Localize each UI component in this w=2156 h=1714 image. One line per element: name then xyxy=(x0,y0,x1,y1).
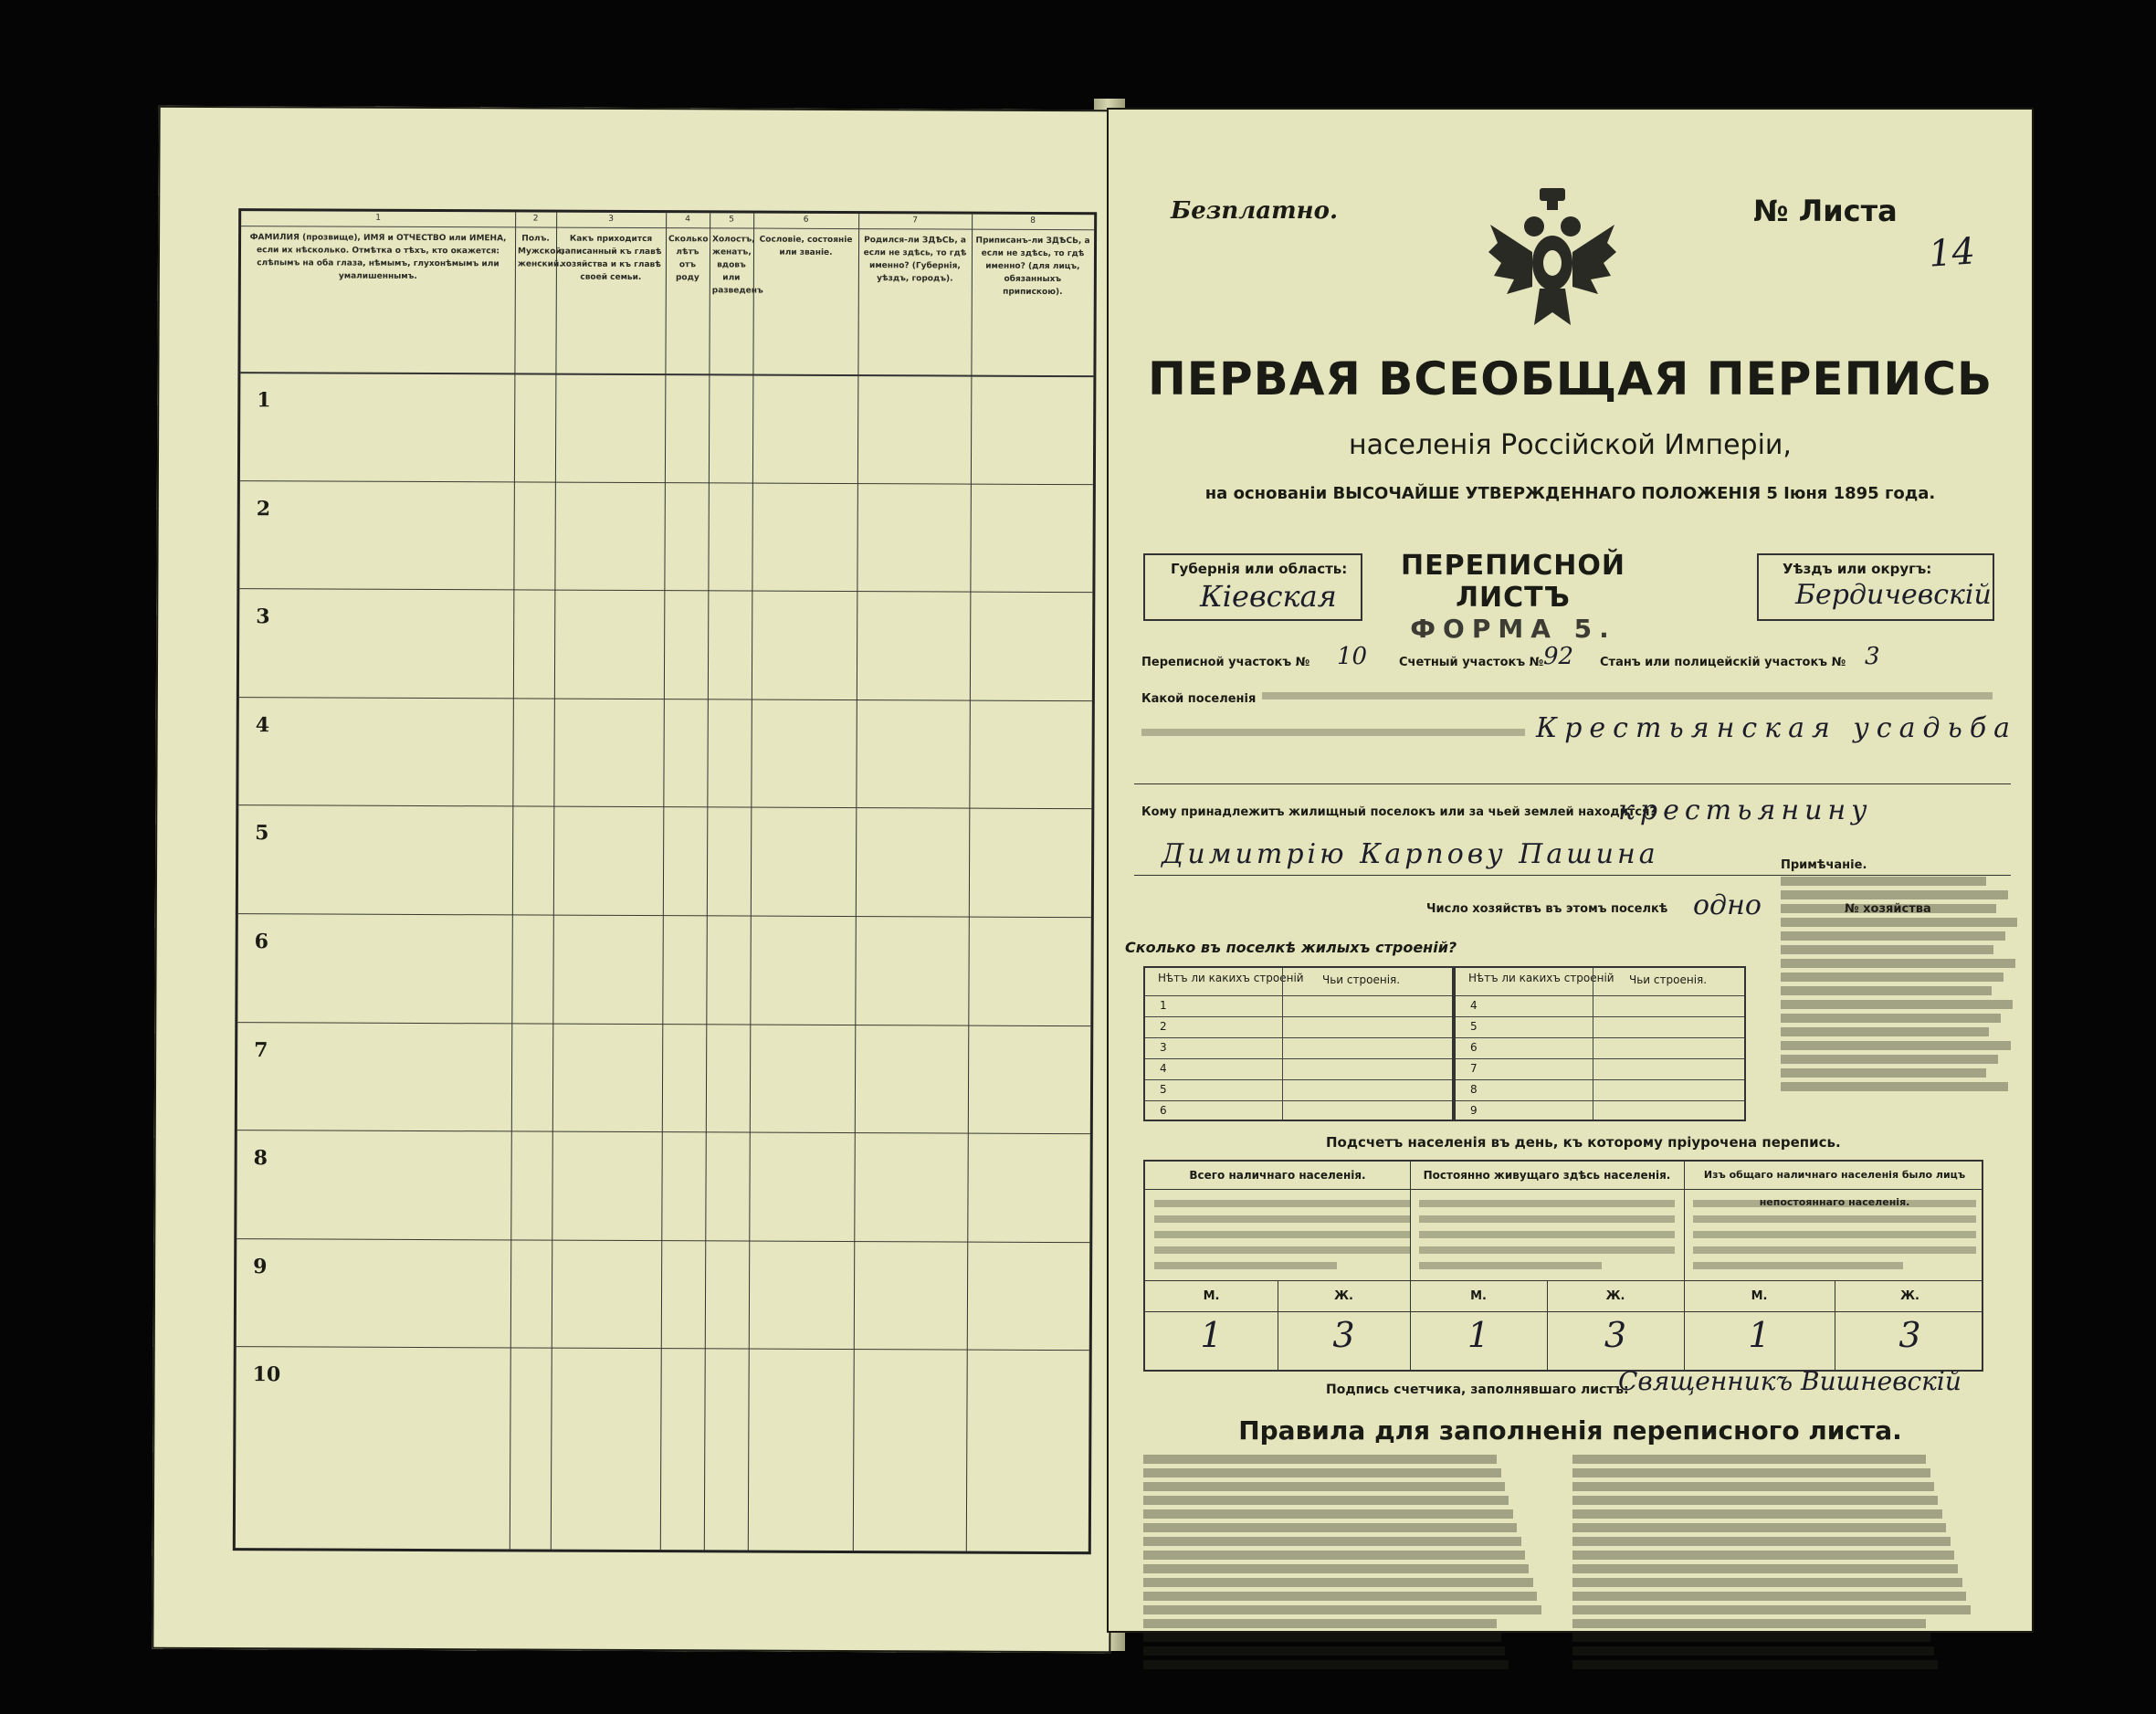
subtable-header: Чьи строенія. xyxy=(1322,973,1401,986)
population-summary-table xyxy=(1143,1160,1983,1372)
rules-fine-print xyxy=(1572,1455,1974,1669)
fine-print-line xyxy=(1572,1646,1934,1656)
fine-print-line xyxy=(1419,1231,1675,1238)
summary-value: 1 xyxy=(1467,1315,1490,1355)
fine-print-line xyxy=(1419,1215,1675,1223)
form-label: ФОРМА 5. xyxy=(1410,614,1616,644)
male-label: М. xyxy=(1470,1289,1487,1303)
fine-print-line xyxy=(1143,1482,1505,1491)
column-number: 2 xyxy=(515,212,556,227)
row-divider xyxy=(239,697,1092,701)
subtable-row-number: 9 xyxy=(1470,1104,1478,1117)
row-divider xyxy=(237,1130,1090,1134)
column-number: 1 xyxy=(241,211,515,227)
summary-value: 3 xyxy=(1604,1315,1627,1355)
line-1-value-3: 3 xyxy=(1865,643,1880,670)
district-value: Бердичевскій xyxy=(1795,579,1992,611)
row-divider xyxy=(238,913,1091,918)
subtable-row-number: 4 xyxy=(1470,999,1478,1012)
fine-print-line xyxy=(1781,1055,1998,1064)
row-number: 1 xyxy=(257,388,271,413)
subtable-row-line xyxy=(1145,1037,1452,1038)
fine-print-line xyxy=(1781,904,1996,913)
column-header-text: Сколько лѣтъ отъ роду xyxy=(668,235,709,283)
document-title: ПЕРВАЯ ВСЕОБЩАЯ ПЕРЕПИСЬ xyxy=(1147,352,1993,405)
line-5-label: Сколько въ поселкѣ жилыхъ строеній? xyxy=(1125,939,1457,956)
fine-print-line xyxy=(1572,1660,1938,1669)
fine-print-line xyxy=(1143,1509,1513,1519)
signature-label: Подпись счетчика, заполнявшаго листъ: xyxy=(1326,1383,1629,1397)
subtable-row-number: 8 xyxy=(1470,1083,1478,1096)
column-header-5 xyxy=(709,213,763,373)
signature-value: Священникъ Вишневскій xyxy=(1618,1366,1961,1396)
rules-title: Правила для заполненія переписного листа. xyxy=(1238,1415,1902,1446)
fine-print-line xyxy=(1572,1564,1958,1573)
list-heading xyxy=(1372,550,1655,644)
column-header-text: Полъ. Мужской, женский. xyxy=(517,234,565,269)
fine-print-line xyxy=(1154,1231,1410,1238)
fine-print-line xyxy=(1572,1605,1971,1614)
fine-print-line xyxy=(1693,1262,1903,1269)
divider xyxy=(1145,1280,1982,1281)
column-number: 8 xyxy=(972,215,1094,231)
line-4-label: Число хозяйствъ въ этомъ поселкѣ xyxy=(1426,902,1668,916)
male-label: М. xyxy=(1203,1289,1220,1303)
column-header-2 xyxy=(514,212,565,373)
column-number: 7 xyxy=(858,214,972,229)
owner-handwritten-2: Димитрію Карпову Пашина xyxy=(1162,838,1659,870)
fine-print-line xyxy=(1693,1215,1976,1223)
subtable-row-number: 1 xyxy=(1160,999,1167,1012)
fine-print-line xyxy=(1781,918,2017,927)
summary-value: 1 xyxy=(1748,1315,1771,1355)
sheet-number-label: № Листа xyxy=(1753,194,1898,228)
fine-print-line xyxy=(1143,1564,1529,1573)
subtable-row-number: 5 xyxy=(1470,1020,1478,1033)
fine-print-line xyxy=(1143,1605,1541,1614)
fine-print-line xyxy=(1781,1082,2008,1091)
settlement-handwritten: Крестьянская усадьба xyxy=(1536,712,2018,744)
divider xyxy=(1145,1189,1982,1190)
district-label: Уѣздъ или округъ: xyxy=(1783,561,1932,577)
fine-print-line xyxy=(1572,1551,1954,1560)
fine-print-line xyxy=(1781,877,1986,886)
household-count-handwritten: одно xyxy=(1693,889,1762,921)
subtable-row-line xyxy=(1145,1100,1452,1101)
province-label: Губернія или область: xyxy=(1171,561,1348,577)
subtable-row-line xyxy=(1145,1016,1452,1017)
subtable-header: Нѣтъ ли какихъ строеній xyxy=(1468,972,1614,984)
column-header-6 xyxy=(752,214,858,375)
note-label: Примѣчаніе. xyxy=(1781,858,1867,872)
column-header-1 xyxy=(240,211,515,373)
fine-print-line xyxy=(1154,1246,1410,1254)
subtable-row-line xyxy=(1145,1058,1452,1059)
row-divider xyxy=(237,1022,1090,1026)
row-number: 2 xyxy=(256,496,271,521)
subtable-row-number: 6 xyxy=(1160,1104,1167,1117)
fine-print-line xyxy=(1154,1200,1410,1207)
rules-column-right xyxy=(1572,1450,1974,1678)
female-label: Ж. xyxy=(1334,1289,1353,1303)
summary-header-2: Постоянно живущаго здѣсь населенія. xyxy=(1423,1169,1671,1182)
row-number: 10 xyxy=(252,1362,281,1387)
fine-print-line xyxy=(1143,1660,1509,1669)
fine-print-line xyxy=(1572,1482,1934,1491)
row-divider xyxy=(237,1346,1089,1351)
fine-print-line xyxy=(1572,1633,1930,1642)
line-4-end: № хозяйства xyxy=(1845,902,1931,916)
fine-print-line xyxy=(1781,1000,2013,1009)
buildings-table-right xyxy=(1454,966,1746,1121)
fine-print-line xyxy=(1572,1455,1926,1464)
female-label: Ж. xyxy=(1900,1289,1919,1303)
subtable-row-line xyxy=(1145,1079,1452,1080)
column-header-text: Какъ приходится записанный къ главѣ хозяйства и къ главѣ своей семьи. xyxy=(560,234,662,282)
line-1-mid: Счетный участокъ № xyxy=(1399,656,1544,669)
column-header-text: Сословіе, состояніе или званіе. xyxy=(759,235,853,258)
subtable-row-line xyxy=(1456,1037,1744,1038)
summary-value: 3 xyxy=(1332,1315,1355,1355)
column-header-text: Холостъ, женатъ, вдовъ или разведенъ xyxy=(711,235,763,296)
fine-print-line xyxy=(1143,1578,1533,1587)
rules-column-left xyxy=(1143,1450,1545,1678)
row-divider xyxy=(237,1238,1089,1243)
divider xyxy=(1282,968,1283,1120)
rules-fine-print xyxy=(1143,1455,1545,1669)
subtable-row-line xyxy=(1456,995,1744,996)
subtable-header: Нѣтъ ли какихъ строеній xyxy=(1158,972,1304,984)
subtable-row-number: 5 xyxy=(1160,1083,1167,1096)
subtable-row-line xyxy=(1145,995,1452,996)
fine-print-line xyxy=(1781,973,2004,982)
summary-header-1: Всего наличнаго населенія. xyxy=(1189,1169,1366,1182)
fine-print-line xyxy=(1154,1215,1410,1223)
subtable-row-number: 4 xyxy=(1160,1062,1167,1075)
fine-print-line xyxy=(1143,1455,1497,1464)
fine-print-line xyxy=(1143,1468,1501,1477)
document-subtitle: населенія Россійской Имперіи, xyxy=(1349,429,1792,461)
fine-print-line xyxy=(1572,1619,1926,1628)
column-header-4 xyxy=(665,213,710,373)
line-2-label: Какой поселенія xyxy=(1141,692,1257,706)
fine-print-line xyxy=(1693,1231,1976,1238)
summary-value: 3 xyxy=(1898,1315,1921,1355)
row-divider xyxy=(239,588,1092,593)
fine-print-line xyxy=(1143,1619,1497,1628)
owner-handwritten-1: крестьянину xyxy=(1618,794,1873,826)
left-page xyxy=(152,106,1117,1654)
subtable-row-number: 2 xyxy=(1160,1020,1167,1033)
fine-print-line xyxy=(1419,1246,1675,1254)
fine-print-line xyxy=(1693,1200,1976,1207)
subtable-row-number: 6 xyxy=(1470,1041,1478,1054)
subtable-row-number: 7 xyxy=(1470,1062,1478,1075)
summary-title: Подсчетъ населенія въ день, къ которому пріурочена перепись. xyxy=(1326,1134,1841,1151)
sheet-number-handwritten: 14 xyxy=(1927,230,1977,276)
province-value: Кіевская xyxy=(1200,579,1337,614)
line-3-label: Кому принадлежитъ жилищный поселокъ или за чьей землей находится? xyxy=(1141,805,1656,819)
underline xyxy=(1134,783,2011,784)
fine-print-line xyxy=(1781,959,2015,968)
subtable-row-line xyxy=(1456,1100,1744,1101)
line-1-value-2: 92 xyxy=(1543,643,1574,670)
male-label: М. xyxy=(1751,1289,1768,1303)
fine-print-line xyxy=(1693,1246,1976,1254)
column-header-7 xyxy=(857,214,972,375)
fine-print-line xyxy=(1572,1468,1930,1477)
divider xyxy=(1145,1311,1982,1312)
column-number: 5 xyxy=(710,213,753,228)
row-number: 9 xyxy=(253,1254,268,1279)
fine-print-line xyxy=(1781,1041,2011,1050)
row-number: 5 xyxy=(255,821,269,846)
free-label: Безплатно. xyxy=(1171,197,1338,225)
column-number: 4 xyxy=(666,213,710,228)
summary-header-3: Изъ общаго наличнаго населенія было лицъ непостояннаго населенія. xyxy=(1703,1169,1966,1208)
summary-value: 1 xyxy=(1200,1315,1223,1355)
fine-print-line xyxy=(1572,1578,1962,1587)
fine-print-line xyxy=(1781,890,2008,899)
fine-print-line xyxy=(1143,1523,1517,1532)
column-number: 6 xyxy=(753,214,858,229)
column-header-text: ФАМИЛИЯ (прозвище), ИМЯ и ОТЧЕСТВО или ИМЕНА, если их нѣсколько. Отмѣтка о тѣхъ, кто окажется: слѣпымъ на оба глаза, нѣмымъ, глухонѣмымъ или умалишеннымъ. xyxy=(249,233,507,281)
row-number: 3 xyxy=(256,605,270,629)
fine-print-line xyxy=(1419,1262,1602,1269)
fine-print-line xyxy=(1781,1027,1989,1036)
subtable-row-line xyxy=(1456,1058,1744,1059)
note-column xyxy=(1781,858,2020,1132)
column-header-text: Родился-ли ЗДѢСЬ, а если не здѣсь, то гдѣ именно? (Губернія, уѣздъ, городъ). xyxy=(863,236,967,284)
row-divider xyxy=(238,804,1091,809)
fine-print-line xyxy=(1143,1646,1505,1656)
fine-print xyxy=(1262,692,1993,699)
row-number: 8 xyxy=(253,1146,268,1171)
fine-print-line xyxy=(1143,1496,1509,1505)
row-number: 6 xyxy=(254,930,269,954)
province-box xyxy=(1143,553,1362,621)
subtable-row-line xyxy=(1456,1016,1744,1017)
row-divider xyxy=(240,480,1093,485)
fine-print xyxy=(1141,729,1525,736)
census-table xyxy=(233,208,1097,1554)
right-page xyxy=(1107,108,2034,1633)
fine-print-line xyxy=(1572,1496,1938,1505)
note-fine-print xyxy=(1781,877,2020,1091)
buildings-table-left xyxy=(1143,966,1454,1121)
fine-print-line xyxy=(1572,1592,1966,1601)
row-number: 7 xyxy=(254,1037,268,1062)
district-box xyxy=(1757,553,1994,621)
column-number: 3 xyxy=(556,213,666,228)
fine-print-line xyxy=(1781,945,1993,954)
subtable-row-number: 3 xyxy=(1160,1041,1167,1054)
fine-print-line xyxy=(1154,1262,1337,1269)
fine-print-line xyxy=(1143,1633,1501,1642)
column-header-3 xyxy=(555,213,666,374)
fine-print-line xyxy=(1419,1200,1675,1207)
fine-print-line xyxy=(1143,1551,1525,1560)
line-1-end: Станъ или полицейскій участокъ № xyxy=(1600,656,1846,669)
fine-print-line xyxy=(1781,986,1992,995)
fine-print-line xyxy=(1572,1537,1951,1546)
subtable-header: Чьи строенія. xyxy=(1629,973,1708,986)
list-title: ПЕРЕПИСНОЙ ЛИСТЪ xyxy=(1400,550,1626,614)
line-1-label: Переписной участокъ № xyxy=(1141,656,1310,669)
subtable-row-line xyxy=(1456,1079,1744,1080)
fine-print-line xyxy=(1143,1537,1521,1546)
female-label: Ж. xyxy=(1605,1289,1625,1303)
fine-print-line xyxy=(1572,1509,1942,1519)
row-number: 4 xyxy=(255,712,270,738)
fine-print-line xyxy=(1143,1592,1537,1601)
legal-basis: на основаніи ВЫСОЧАЙШЕ УТВЕРЖДЕННАГО ПОЛОЖЕНІЯ 5 Іюня 1895 года. xyxy=(1204,484,1936,503)
fine-print-line xyxy=(1781,931,2005,941)
column-header-8 xyxy=(971,215,1094,376)
fine-print-line xyxy=(1572,1523,1946,1532)
line-1-value-1: 10 xyxy=(1337,643,1368,670)
column-header-text: Приписанъ-ли ЗДѢСЬ, а если не здѣсь, то гдѣ именно? (для лицъ, обязанныхъ припискою). xyxy=(975,236,1090,297)
fine-print-line xyxy=(1781,1014,2001,1023)
fine-print-line xyxy=(1781,1068,1986,1078)
imperial-eagle-emblem xyxy=(1488,188,1616,334)
